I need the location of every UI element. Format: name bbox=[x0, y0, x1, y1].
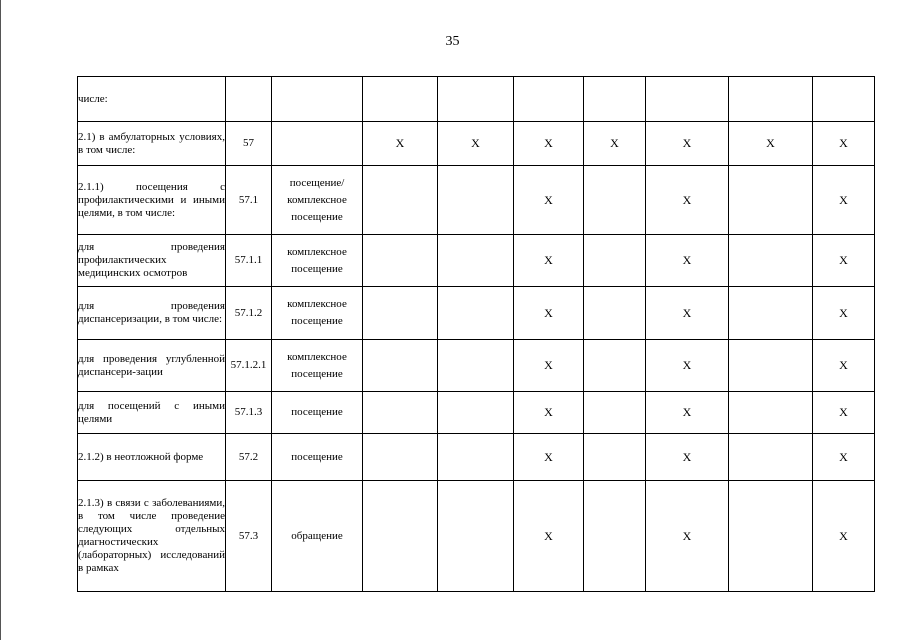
row-unit: комплексное посещение bbox=[272, 340, 363, 392]
mark-cell bbox=[584, 166, 646, 235]
page-left-edge bbox=[0, 0, 1, 640]
mark-cell bbox=[363, 481, 438, 592]
row-name-cell bbox=[78, 77, 226, 122]
mark-cell bbox=[438, 481, 514, 592]
mark-cell: Х bbox=[646, 340, 729, 392]
mark-cell: Х bbox=[646, 287, 729, 340]
mark-cell bbox=[438, 434, 514, 481]
row-name: 2.1.3) в связи с заболеваниями, в том числе проведение следующих отдельных диагностических (лабораторных) исследований в рамках bbox=[78, 497, 225, 574]
mark-cell bbox=[729, 235, 813, 287]
mark-cell: Х bbox=[514, 434, 584, 481]
row-name-cell bbox=[78, 235, 226, 287]
table-row bbox=[78, 340, 875, 392]
mark-cell: Х bbox=[363, 122, 438, 166]
mark-cell bbox=[438, 166, 514, 235]
row-unit: комплексное посещение bbox=[272, 235, 363, 287]
mark-cell: Х bbox=[813, 166, 875, 235]
table-row bbox=[78, 77, 875, 122]
row-number bbox=[226, 77, 272, 122]
mark-cell bbox=[584, 434, 646, 481]
row-name-cell bbox=[78, 434, 226, 481]
row-name: 2.1) в амбулаторных условиях, в том числе: bbox=[78, 130, 225, 156]
mark-cell: Х bbox=[514, 392, 584, 434]
mark-cell: Х bbox=[813, 122, 875, 166]
mark-cell: Х bbox=[514, 166, 584, 235]
mark-cell: Х bbox=[646, 481, 729, 592]
table-row bbox=[78, 166, 875, 235]
table-row bbox=[78, 392, 875, 434]
table-row bbox=[78, 122, 875, 166]
row-name: для проведения профилактических медицинских осмотров bbox=[78, 241, 225, 279]
row-number: 57.2 bbox=[226, 434, 272, 481]
table-row bbox=[78, 481, 875, 592]
mark-cell bbox=[438, 392, 514, 434]
row-name-cell bbox=[78, 340, 226, 392]
row-name: 2.1.2) в неотложной форме bbox=[78, 450, 204, 463]
row-number: 57.1.1 bbox=[226, 235, 272, 287]
mark-cell bbox=[584, 287, 646, 340]
page-number: 35 bbox=[445, 34, 460, 49]
row-unit bbox=[272, 77, 363, 122]
row-name-cell bbox=[78, 122, 226, 166]
mark-cell: Х bbox=[729, 122, 813, 166]
row-unit: посещение bbox=[272, 434, 363, 481]
mark-cell: Х bbox=[514, 287, 584, 340]
mark-cell bbox=[584, 77, 646, 122]
mark-cell: Х bbox=[813, 340, 875, 392]
row-name: 2.1.1) посещения с профилактическими и иными целями, в том числе: bbox=[78, 180, 225, 219]
mark-cell bbox=[363, 340, 438, 392]
mark-cell bbox=[813, 77, 875, 122]
row-name: для посещений с иными целями bbox=[78, 399, 225, 425]
mark-cell: Х bbox=[646, 235, 729, 287]
mark-cell bbox=[363, 392, 438, 434]
table-row bbox=[78, 287, 875, 340]
mark-cell bbox=[729, 481, 813, 592]
mark-cell: Х bbox=[584, 122, 646, 166]
mark-cell bbox=[584, 481, 646, 592]
mark-cell: Х bbox=[514, 122, 584, 166]
row-name: для проведения диспансеризации, в том числе: bbox=[78, 300, 225, 325]
mark-cell: Х bbox=[646, 392, 729, 434]
row-number: 57.1.2 bbox=[226, 287, 272, 340]
mark-cell bbox=[514, 77, 584, 122]
mark-cell: Х bbox=[813, 392, 875, 434]
row-number: 57 bbox=[226, 122, 272, 166]
data-table bbox=[77, 76, 875, 592]
mark-cell bbox=[363, 77, 438, 122]
row-number: 57.1.3 bbox=[226, 392, 272, 434]
row-number: 57.1 bbox=[226, 166, 272, 235]
row-unit: посещение bbox=[272, 392, 363, 434]
row-name: числе: bbox=[78, 92, 108, 105]
mark-cell bbox=[438, 287, 514, 340]
mark-cell bbox=[729, 392, 813, 434]
mark-cell bbox=[584, 235, 646, 287]
table-row bbox=[78, 434, 875, 481]
mark-cell: Х bbox=[813, 434, 875, 481]
row-number: 57.1.2.1 bbox=[226, 340, 272, 392]
row-name-cell bbox=[78, 166, 226, 235]
row-unit: комплексное посещение bbox=[272, 287, 363, 340]
row-unit: посещение/ комплексное посещение bbox=[272, 166, 363, 235]
mark-cell: Х bbox=[514, 481, 584, 592]
mark-cell bbox=[729, 287, 813, 340]
mark-cell bbox=[729, 77, 813, 122]
row-unit bbox=[272, 122, 363, 166]
mark-cell: Х bbox=[646, 166, 729, 235]
mark-cell bbox=[363, 166, 438, 235]
row-name-cell bbox=[78, 287, 226, 340]
mark-cell bbox=[363, 434, 438, 481]
mark-cell bbox=[438, 77, 514, 122]
mark-cell: Х bbox=[438, 122, 514, 166]
mark-cell bbox=[363, 287, 438, 340]
table-row bbox=[78, 235, 875, 287]
mark-cell: Х bbox=[646, 434, 729, 481]
mark-cell bbox=[646, 77, 729, 122]
mark-cell bbox=[438, 340, 514, 392]
mark-cell: Х bbox=[514, 340, 584, 392]
row-name-cell bbox=[78, 481, 226, 592]
mark-cell: Х bbox=[813, 481, 875, 592]
row-number: 57.3 bbox=[226, 481, 272, 592]
row-unit: обращение bbox=[272, 481, 363, 592]
mark-cell bbox=[438, 235, 514, 287]
mark-cell: Х bbox=[813, 287, 875, 340]
mark-cell: Х bbox=[646, 122, 729, 166]
mark-cell bbox=[363, 235, 438, 287]
mark-cell bbox=[729, 166, 813, 235]
row-name-cell bbox=[78, 392, 226, 434]
mark-cell: Х bbox=[514, 235, 584, 287]
mark-cell bbox=[729, 340, 813, 392]
row-name: для проведения углубленной диспансери-зации bbox=[78, 352, 225, 378]
mark-cell bbox=[729, 434, 813, 481]
mark-cell bbox=[584, 392, 646, 434]
mark-cell: Х bbox=[813, 235, 875, 287]
mark-cell bbox=[584, 340, 646, 392]
